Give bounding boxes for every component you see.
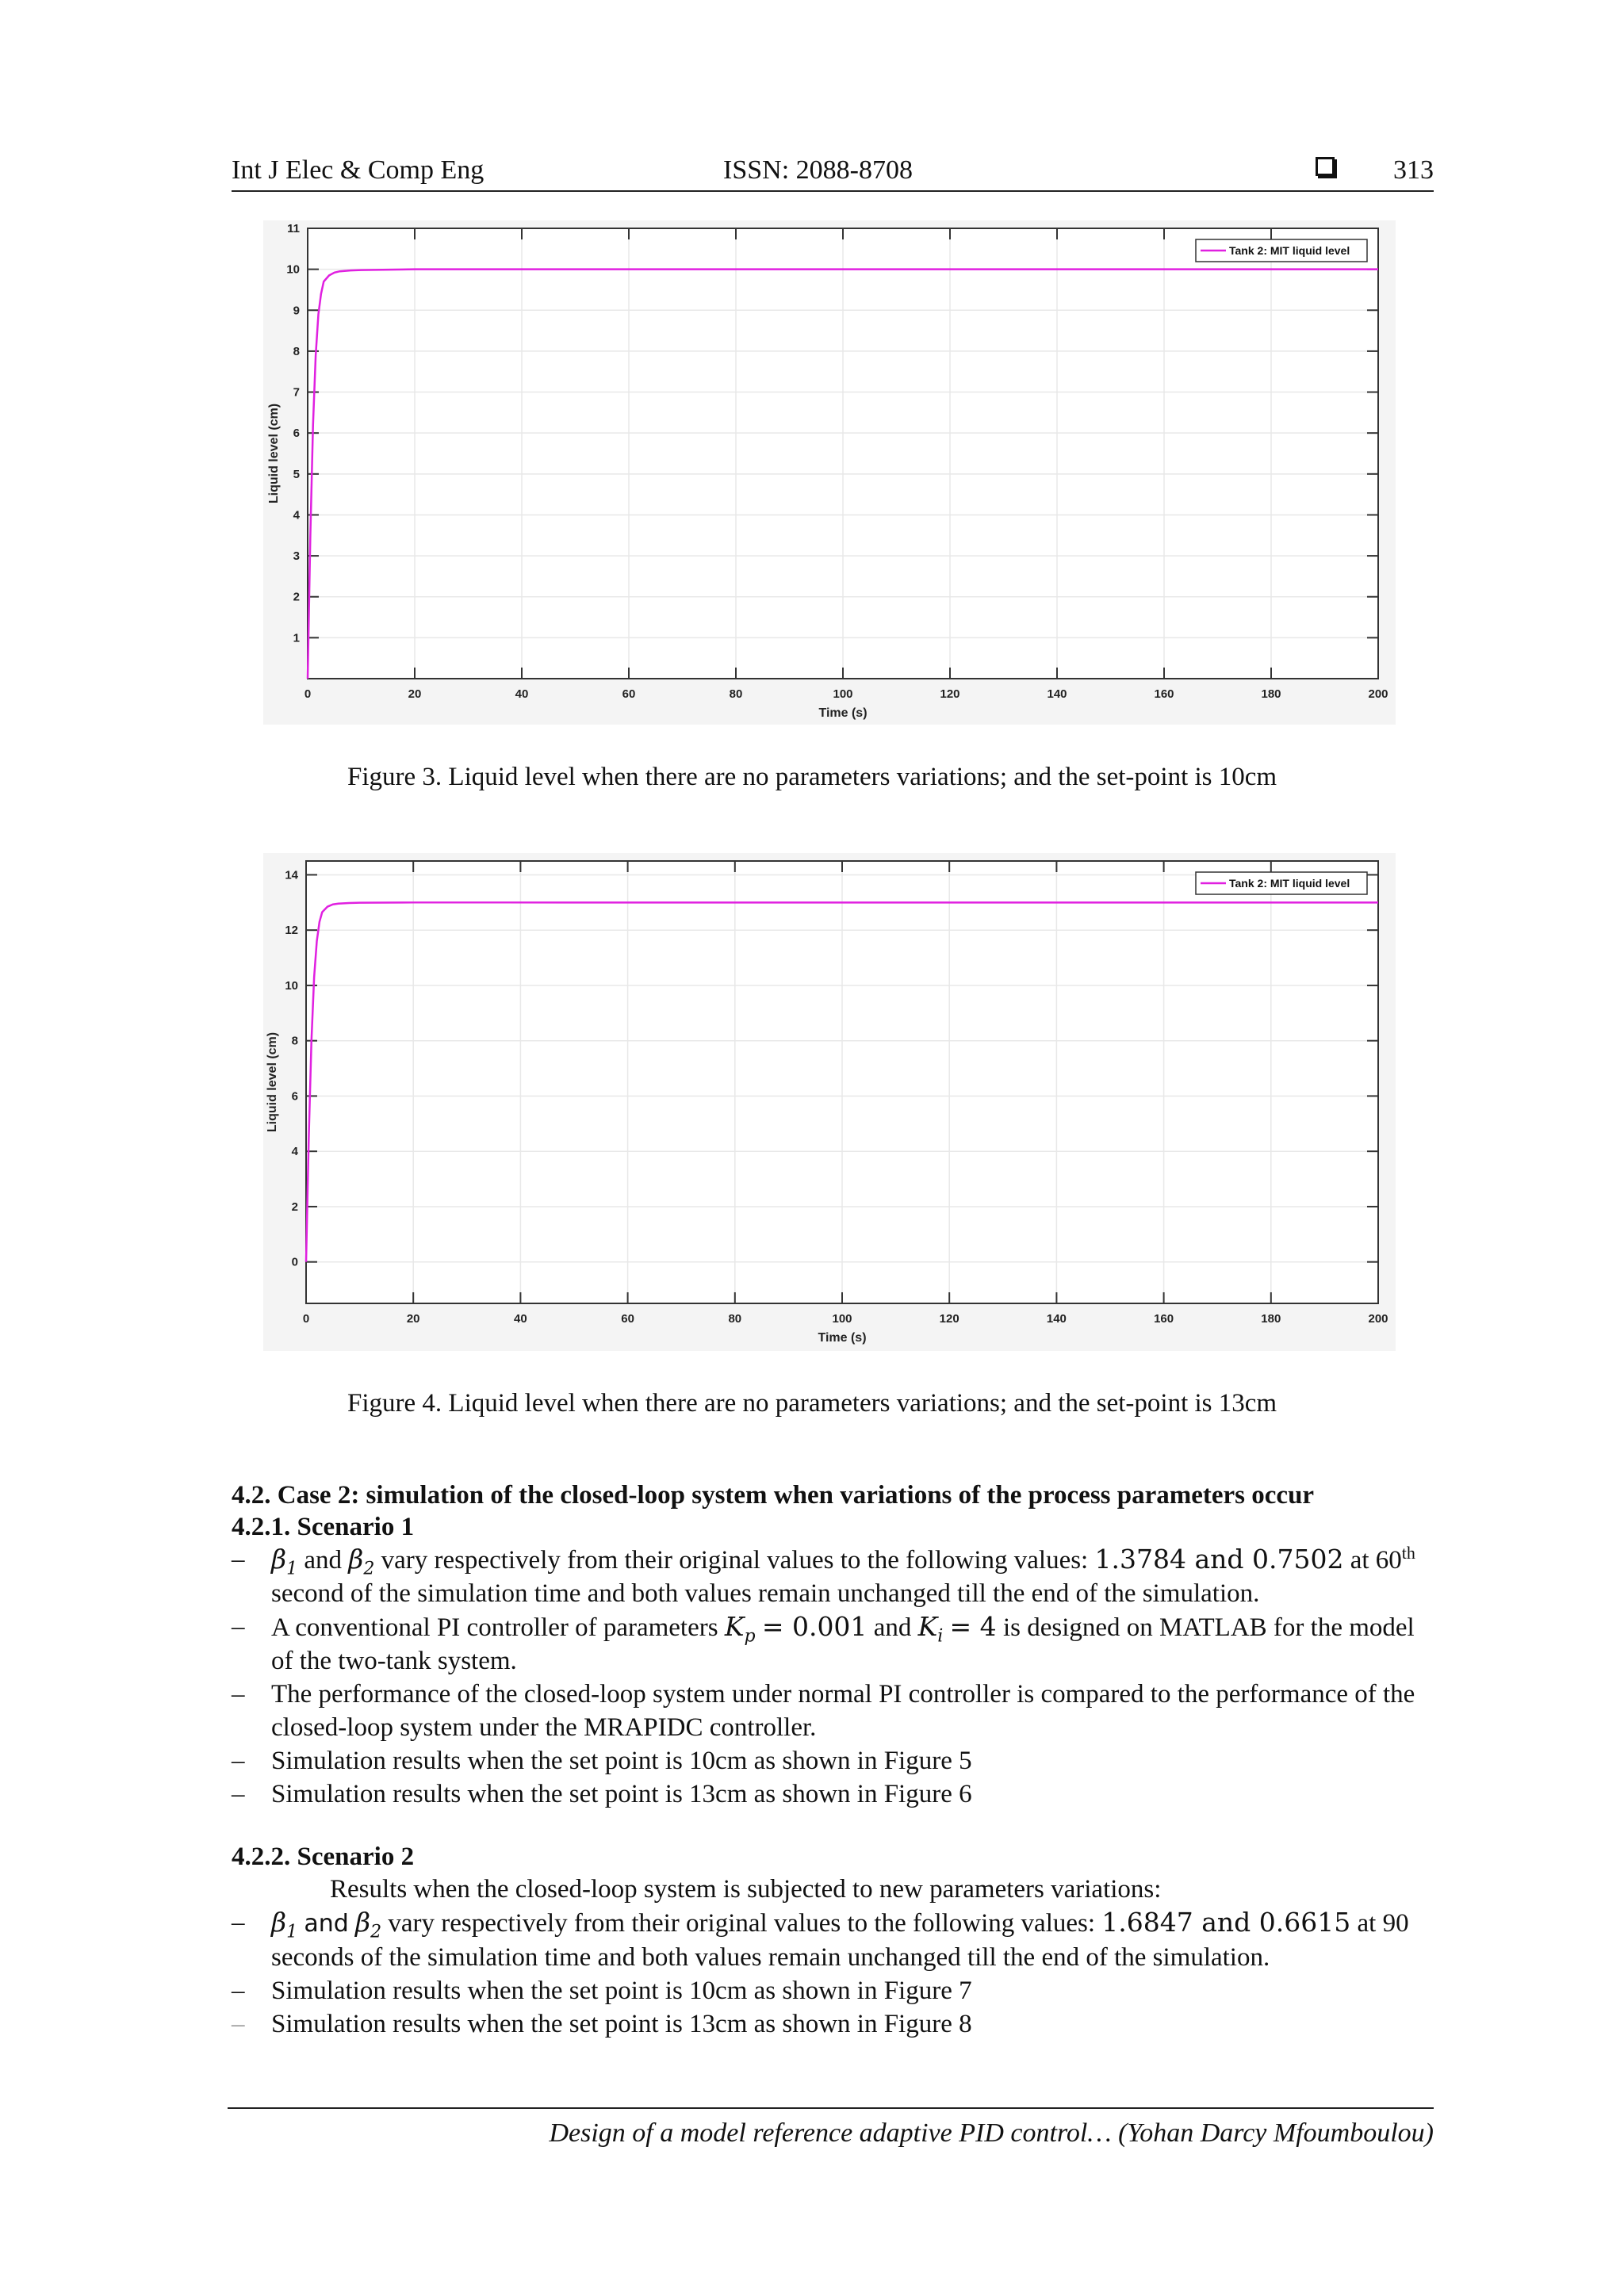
y-tick-label: 6 — [293, 427, 300, 441]
values: 1.6847 and 0.6615 — [1101, 1907, 1351, 1938]
x-tick-label: 80 — [728, 1312, 742, 1326]
x-axis-label: Time (s) — [818, 706, 868, 720]
issn: ISSN: 2088-8708 — [723, 155, 913, 185]
figure-4-caption: Figure 4. Liquid level when there are no parameters variations; and the set-point is 13cm — [347, 1389, 1277, 1418]
text-fragment: vary respectively from their original values to the following values: — [381, 1546, 1089, 1575]
section-body — [232, 1479, 1434, 2041]
y-tick-label: 12 — [285, 924, 298, 938]
square-icon — [1316, 157, 1335, 176]
x-tick-label: 140 — [1047, 687, 1067, 701]
superscript: th — [1401, 1543, 1415, 1563]
text-fragment: at 60 — [1350, 1546, 1402, 1575]
x-tick-label: 60 — [621, 1312, 634, 1326]
section-heading: 4.2. Case 2: simulation of the closed-loop system when variations of the process parameters occur — [232, 1481, 1315, 1510]
scenario2-intro: Results when the closed-loop system is subjected to new parameters variations: — [330, 1875, 1162, 1904]
legend-label: Tank 2: MIT liquid level — [1229, 877, 1350, 890]
x-tick-label: 20 — [408, 687, 422, 701]
journal-name: Int J Elec & Comp Eng — [232, 155, 485, 185]
y-tick-label: 8 — [293, 344, 300, 358]
x-tick-label: 160 — [1154, 1312, 1174, 1326]
y-axis-label: Liquid level (cm) — [267, 403, 281, 504]
list-item — [232, 1906, 1434, 1974]
figure-4-chart — [263, 853, 1396, 1351]
y-tick-label: 11 — [287, 222, 300, 235]
y-tick-label: 0 — [291, 1255, 298, 1269]
x-tick-label: 0 — [302, 1312, 310, 1326]
x-tick-label: 180 — [1261, 1312, 1281, 1326]
y-tick-label: 14 — [285, 868, 298, 882]
x-tick-label: 0 — [304, 687, 312, 701]
ki-value: = 4 — [949, 1611, 997, 1642]
x-tick-label: 60 — [622, 687, 636, 701]
list-item: – Simulation results when the set point is 13cm as shown in Figure 8 — [232, 2007, 1434, 2041]
y-tick-label: 10 — [286, 262, 300, 277]
x-tick-label: 80 — [729, 687, 743, 701]
text-fragment: vary respectively from their original values to the following values: — [388, 1909, 1096, 1938]
list-item — [232, 1543, 1434, 1610]
y-tick-label: 4 — [291, 1145, 298, 1159]
list-item: – The performance of the closed-loop system under normal PI controller is compared to the performance of the closed-loop system under the MRAPIDC controller. — [232, 1678, 1434, 1744]
scenario1-heading: 4.2.1. Scenario 1 — [232, 1513, 415, 1541]
y-tick-label: 2 — [293, 590, 300, 604]
scenario1-list — [232, 1543, 1434, 1811]
x-tick-label: 180 — [1261, 687, 1281, 701]
figure-3-plot — [263, 220, 1396, 725]
x-tick-label: 100 — [832, 1312, 852, 1326]
text-fragment: at 90 — [1357, 1909, 1409, 1938]
text-fragment: seconds of the simulation time and both values remain unchanged till the end of the simulation. — [271, 1943, 1270, 1972]
values: 1.3784 and 0.7502 — [1094, 1544, 1344, 1575]
y-tick-label: 6 — [291, 1089, 298, 1104]
x-tick-label: 100 — [833, 687, 853, 701]
text-fragment: and — [873, 1613, 912, 1642]
text-fragment: is designed on MATLAB for the model of the two-tank system. — [271, 1613, 1415, 1675]
figure-3-caption: Figure 3. Liquid level when there are no parameters variations; and the set-point is 10cm — [347, 763, 1277, 791]
text-fragment: second of the simulation time and both values remain unchanged till the end of the simulation. — [271, 1579, 1260, 1608]
kp-value: = 0.001 — [761, 1611, 868, 1642]
y-tick-label: 8 — [291, 1034, 298, 1048]
list-item: – Simulation results when the set point is 13cm as shown in Figure 6 — [232, 1777, 1434, 1811]
beta1-symbol: $\beta_1$ — [271, 1544, 298, 1579]
y-tick-label: 2 — [291, 1200, 298, 1214]
list-item — [232, 1610, 1434, 1678]
y-tick-label: 10 — [285, 978, 298, 993]
x-tick-label: 20 — [406, 1312, 420, 1326]
beta1-symbol: $\beta_1$ — [271, 1907, 298, 1942]
y-tick-label: 4 — [293, 508, 300, 522]
x-tick-label: 200 — [1368, 1312, 1388, 1326]
page-header — [232, 155, 1434, 192]
y-axis-label: Liquid level (cm) — [266, 1031, 279, 1133]
figure-4-plot — [263, 853, 1396, 1351]
x-tick-label: 120 — [940, 687, 960, 701]
text-fragment: and — [304, 1546, 342, 1575]
page-footer — [228, 2107, 1434, 2149]
x-tick-label: 160 — [1154, 687, 1174, 701]
y-tick-label: 7 — [293, 385, 300, 400]
page-number: 313 — [1393, 155, 1434, 185]
y-tick-label: 3 — [293, 549, 300, 564]
beta2-symbol: $\beta_2$ — [355, 1907, 382, 1942]
y-tick-label: 5 — [293, 467, 300, 481]
scenario2-list — [232, 1906, 1434, 2041]
y-tick-label: 9 — [293, 304, 300, 318]
list-item: – Simulation results when the set point is 10cm as shown in Figure 7 — [232, 1974, 1434, 2007]
text-fragment: A conventional PI controller of parameters — [271, 1613, 718, 1642]
x-tick-label: 120 — [939, 1312, 959, 1326]
kp-symbol: $K_p$ — [724, 1611, 756, 1647]
text-fragment: and — [304, 1910, 349, 1938]
x-axis-label: Time (s) — [818, 1331, 867, 1345]
figure-3-chart — [263, 220, 1396, 725]
list-item: – Simulation results when the set point is 10cm as shown in Figure 5 — [232, 1744, 1434, 1777]
beta2-symbol: $\beta_2$ — [348, 1544, 375, 1579]
footer-text: Design of a model reference adaptive PID control… (Yohan Darcy Mfoumboulou) — [549, 2118, 1434, 2148]
x-tick-label: 40 — [514, 1312, 527, 1326]
scenario2-heading: 4.2.2. Scenario 2 — [232, 1843, 415, 1871]
y-tick-label: 1 — [293, 631, 300, 645]
ki-symbol: $K_i$ — [917, 1611, 944, 1647]
x-tick-label: 140 — [1046, 1312, 1067, 1326]
legend-label: Tank 2: MIT liquid level — [1229, 244, 1350, 257]
x-tick-label: 200 — [1368, 687, 1388, 701]
x-tick-label: 40 — [515, 687, 529, 701]
